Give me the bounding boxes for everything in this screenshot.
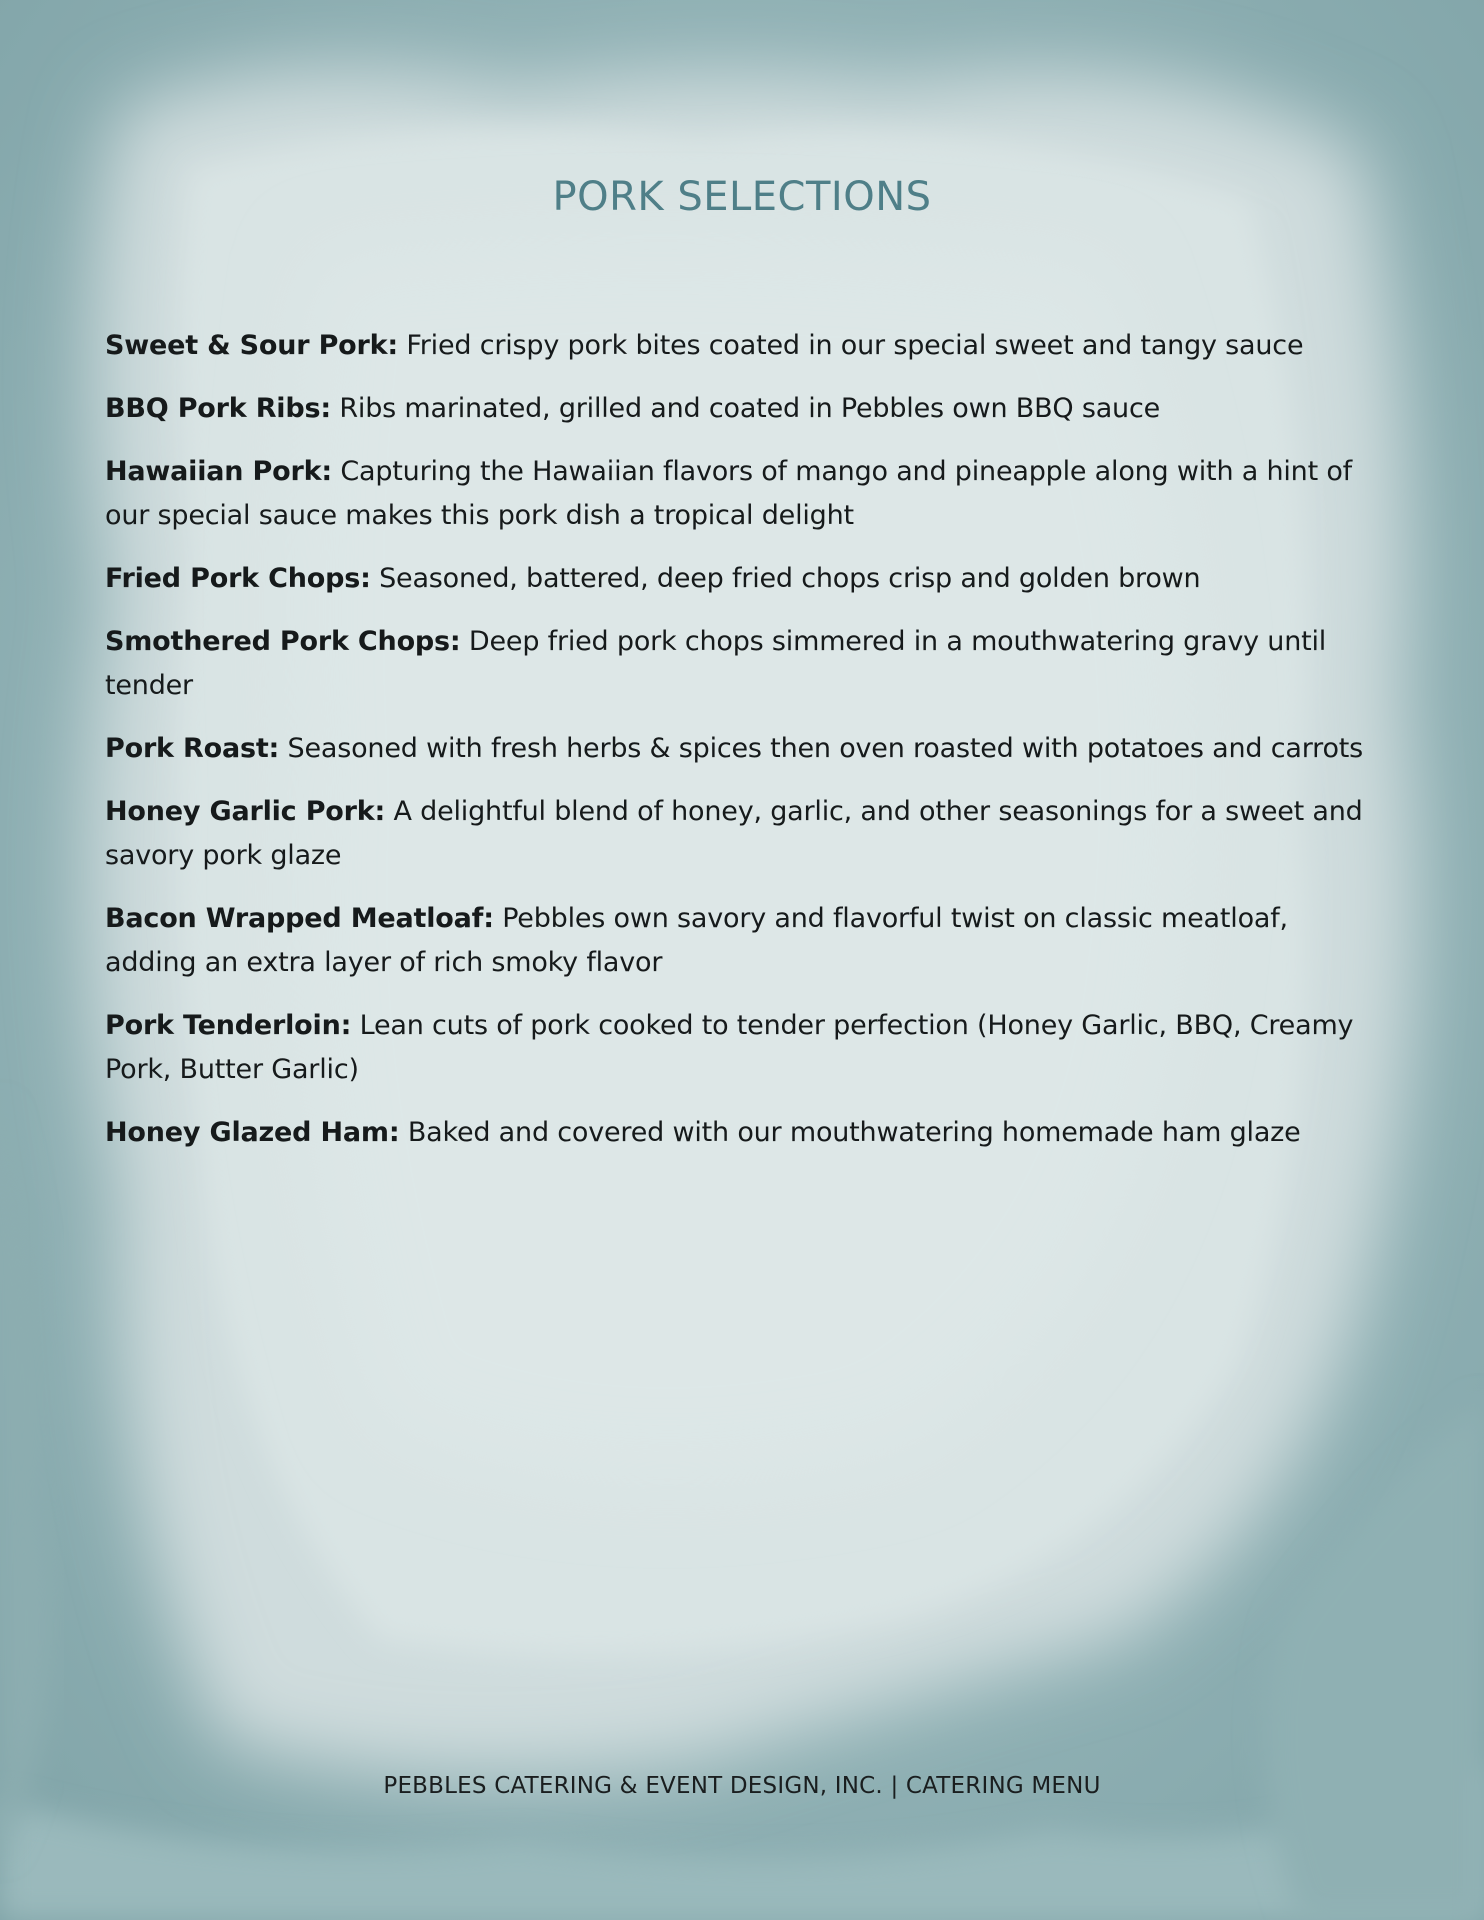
menu-item-list <box>105 324 1375 1174</box>
menu-item-name: Hawaiian Pork: <box>105 456 332 487</box>
menu-item-name: Pork Tenderloin: <box>105 1010 352 1041</box>
menu-item-description: Ribs marinated, grilled and coated in Pebbles own BBQ sauce <box>339 393 1161 424</box>
menu-item-name: BBQ Pork Ribs: <box>105 393 331 424</box>
menu-item-description: Fried crispy pork bites coated in our special sweet and tangy sauce <box>406 330 1304 361</box>
page-title: PORK SELECTIONS <box>552 174 932 220</box>
menu-item-description: Pebbles own savory and flavorful twist on classic meatloaf, adding an extra layer of rich smoky flavor <box>105 903 1288 978</box>
menu-item <box>105 1004 1375 1092</box>
menu-item-description: Deep fried pork chops simmered in a mouthwatering gravy until tender <box>105 626 1327 701</box>
menu-item-description: Seasoned with fresh herbs & spices then oven roasted with potatoes and carrots <box>287 733 1364 764</box>
menu-item <box>105 387 1375 431</box>
menu-item-name: Sweet & Sour Pork: <box>105 330 399 361</box>
menu-item-description: Capturing the Hawaiian flavors of mango and pineapple along with a hint of our special sauce makes this pork dish a tropical delight <box>105 456 1352 531</box>
menu-item <box>105 620 1375 708</box>
menu-item-name: Smothered Pork Chops: <box>105 626 461 657</box>
menu-item-description: Baked and covered with our mouthwatering homemade ham glaze <box>407 1117 1301 1148</box>
menu-item-name: Fried Pork Chops: <box>105 563 371 594</box>
menu-item <box>105 897 1375 985</box>
page-footer: PEBBLES CATERING & EVENT DESIGN, INC. | CATERING MENU <box>383 1773 1101 1799</box>
menu-item <box>105 557 1375 601</box>
menu-item <box>105 1111 1375 1155</box>
menu-item-description: Lean cuts of pork cooked to tender perfection (Honey Garlic, BBQ, Creamy Pork, Butter Garlic) <box>105 1010 1354 1085</box>
menu-item-description: A delightful blend of honey, garlic, and other seasonings for a sweet and savory pork glaze <box>105 796 1363 871</box>
menu-item <box>105 324 1375 368</box>
menu-item <box>105 450 1375 538</box>
menu-item-name: Honey Glazed Ham: <box>105 1117 400 1148</box>
menu-item <box>105 727 1375 771</box>
menu-item <box>105 790 1375 878</box>
menu-item-name: Pork Roast: <box>105 733 280 764</box>
menu-item-name: Bacon Wrapped Meatloaf: <box>105 903 494 934</box>
menu-item-description: Seasoned, battered, deep fried chops crisp and golden brown <box>379 563 1201 594</box>
menu-item-name: Honey Garlic Pork: <box>105 796 386 827</box>
